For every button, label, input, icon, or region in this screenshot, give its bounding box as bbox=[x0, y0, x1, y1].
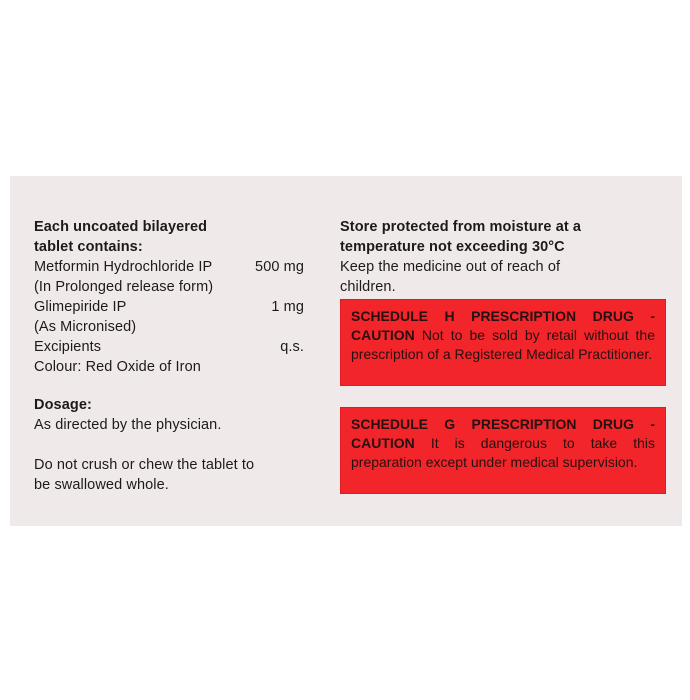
ingredient-name: Excipients bbox=[34, 339, 102, 355]
ingredient-qty: q.s. bbox=[280, 339, 304, 355]
ingredient-name: Metformin Hydrochloride IP bbox=[34, 259, 213, 275]
ingredient-name: Glimepiride IP bbox=[34, 299, 127, 315]
schedule-g-text: It is dangerous to take this preparation except under medical supervision. bbox=[351, 435, 655, 470]
schedule-g-caution-box bbox=[340, 407, 666, 494]
ingredient-qty: 1 mg bbox=[271, 299, 304, 315]
keep-line-2: children. bbox=[340, 279, 396, 295]
storage-line-1: Store protected from moisture at a bbox=[340, 219, 582, 235]
schedule-h-heading: SCHEDULE H PRESCRIPTION DRUG - CAUTION bbox=[351, 308, 655, 343]
ingredient-row bbox=[34, 297, 304, 317]
storage-column bbox=[340, 217, 680, 297]
ingredient-qty: 500 mg bbox=[255, 259, 304, 275]
ingredient-row bbox=[34, 257, 304, 277]
dosage-text: As directed by the physician. bbox=[34, 417, 222, 433]
ingredient-name: (As Micronised) bbox=[34, 319, 137, 335]
composition-heading bbox=[34, 217, 304, 257]
storage-line-2: temperature not exceeding 30°C bbox=[340, 239, 565, 255]
ingredient-row bbox=[34, 357, 304, 377]
keep-out-of-reach bbox=[340, 257, 680, 297]
schedule-h-text: Not to be sold by retail without the prescription of a Registered Medical Practitioner. bbox=[351, 327, 655, 362]
schedule-g-heading: SCHEDULE G PRESCRIPTION DRUG - CAUTION bbox=[351, 416, 655, 451]
storage-heading bbox=[340, 217, 680, 257]
crush-warning-line-1: Do not crush or chew the tablet to bbox=[34, 457, 255, 473]
ingredient-row bbox=[34, 277, 304, 297]
spacer bbox=[34, 377, 304, 395]
keep-line-1: Keep the medicine out of reach of bbox=[340, 259, 561, 275]
ingredient-name: Colour: Red Oxide of Iron bbox=[34, 359, 201, 375]
dosage-heading: Dosage: bbox=[34, 397, 92, 413]
composition-column bbox=[34, 217, 304, 495]
composition-heading-line-1: Each uncoated bilayered bbox=[34, 219, 208, 235]
schedule-h-caution-box bbox=[340, 299, 666, 386]
ingredient-row bbox=[34, 317, 304, 337]
spacer bbox=[34, 435, 304, 455]
composition-heading-line-2: tablet contains: bbox=[34, 239, 143, 255]
crush-warning bbox=[34, 455, 304, 495]
ingredient-row bbox=[34, 337, 304, 357]
crush-warning-line-2: be swallowed whole. bbox=[34, 477, 169, 493]
ingredient-name: (In Prolonged release form) bbox=[34, 279, 214, 295]
